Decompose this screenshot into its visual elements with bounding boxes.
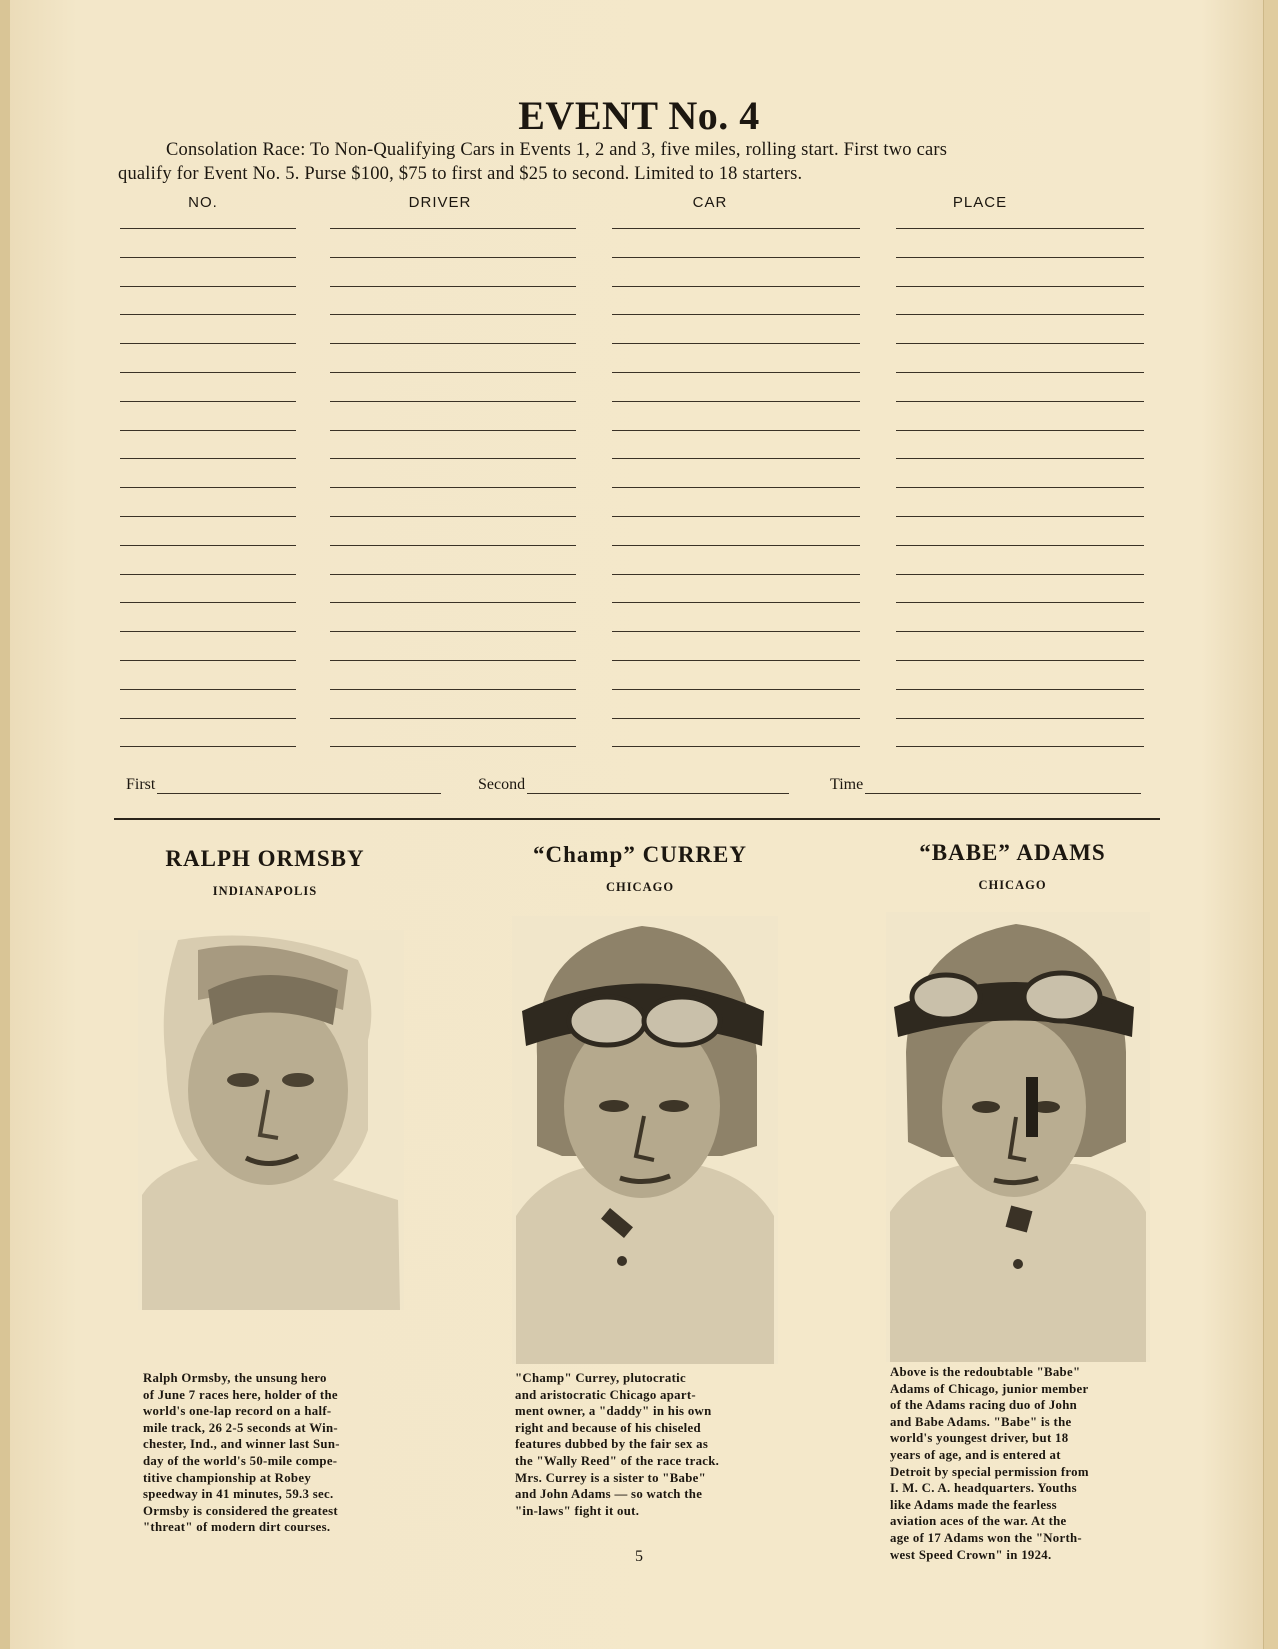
entry-line[interactable] (612, 545, 860, 546)
event-description (118, 138, 1148, 186)
bio-line: aviation aces of the war. At the (890, 1514, 1067, 1529)
entry-line[interactable] (896, 228, 1144, 229)
result-time[interactable] (830, 776, 1141, 794)
entry-line[interactable] (612, 631, 860, 632)
entry-line[interactable] (330, 574, 576, 575)
entry-line[interactable] (896, 631, 1144, 632)
result-time-label: Time (830, 776, 864, 793)
entry-line[interactable] (330, 746, 576, 747)
driver-name: RALPH ORMSBY (165, 846, 365, 871)
entry-line[interactable] (612, 257, 860, 258)
entry-line[interactable] (896, 689, 1144, 690)
bio-line: years of age, and is entered at (890, 1447, 1061, 1462)
bio-line: world's youngest driver, but 18 (890, 1431, 1069, 1446)
bio-line: Adams of Chicago, junior member (890, 1381, 1089, 1396)
entry-line[interactable] (330, 631, 576, 632)
driver-photo-adams (886, 912, 1150, 1362)
entry-line[interactable] (120, 516, 296, 517)
entry-line[interactable] (612, 286, 860, 287)
entry-line[interactable] (896, 602, 1144, 603)
entry-line[interactable] (330, 689, 576, 690)
bio-line: day of the world's 50-mile compe- (143, 1453, 338, 1468)
page-spine (0, 0, 10, 1649)
event-description-line1: Consolation Race: To Non-Qualifying Cars in Events 1, 2 and 3, five miles, rolling start. First two cars (166, 140, 948, 160)
bio-line: age of 17 Adams won the "North- (890, 1530, 1082, 1545)
driver-header-currey (505, 842, 775, 895)
driver-bio-adams (890, 1364, 1142, 1563)
entry-line[interactable] (330, 718, 576, 719)
entry-line[interactable] (896, 545, 1144, 546)
result-time-line[interactable] (865, 779, 1141, 794)
bio-line: world's one-lap record on a half- (143, 1404, 332, 1419)
entry-line[interactable] (120, 458, 296, 459)
bio-line: west Speed Crown" in 1924. (890, 1547, 1052, 1562)
entry-line[interactable] (612, 458, 860, 459)
bio-line: and Babe Adams. "Babe" is the (890, 1414, 1072, 1429)
section-divider (114, 818, 1160, 820)
entry-line[interactable] (120, 631, 296, 632)
bio-line: chester, Ind., and winner last Sun- (143, 1437, 340, 1452)
driver-city: INDIANAPOLIS (212, 884, 318, 898)
result-second[interactable] (478, 776, 789, 794)
entry-column-driver[interactable] (330, 218, 576, 766)
driver-photo-ormsby (138, 930, 404, 1310)
bio-line: ment owner, a "daddy" in his own (515, 1404, 712, 1419)
driver-city: CHICAGO (978, 878, 1047, 892)
entry-line[interactable] (330, 516, 576, 517)
entry-line[interactable] (612, 516, 860, 517)
bio-line: "Champ" Currey, plutocratic (515, 1371, 687, 1385)
bio-line: Ormsby is considered the greatest (143, 1503, 338, 1518)
entry-line[interactable] (896, 286, 1144, 287)
bio-line: Ralph Ormsby, the unsung hero (143, 1371, 327, 1385)
bio-line: of June 7 races here, holder of the (143, 1387, 338, 1402)
entry-line[interactable] (896, 574, 1144, 575)
entry-line[interactable] (330, 487, 576, 488)
entry-column-place[interactable] (896, 218, 1144, 766)
entry-line[interactable] (330, 372, 576, 373)
entry-line[interactable] (330, 660, 576, 661)
entry-line[interactable] (120, 372, 296, 373)
column-header-car: CAR (692, 194, 728, 211)
entry-line[interactable] (120, 343, 296, 344)
result-second-label: Second (478, 776, 526, 793)
column-header-no: NO. (188, 194, 218, 211)
entry-line[interactable] (330, 228, 576, 229)
entry-column-no[interactable] (120, 218, 296, 766)
entry-line[interactable] (612, 228, 860, 229)
bio-line: Detroit by special permission from (890, 1464, 1089, 1479)
entry-line[interactable] (120, 689, 296, 690)
entry-line[interactable] (330, 602, 576, 603)
driver-name: “BABE” ADAMS (919, 840, 1106, 865)
entry-line[interactable] (330, 430, 576, 431)
entry-line[interactable] (612, 660, 860, 661)
entry-line[interactable] (120, 314, 296, 315)
entry-line[interactable] (612, 487, 860, 488)
driver-bio-currey (515, 1370, 765, 1519)
result-first-label: First (126, 776, 156, 793)
event-description-line2: qualify for Event No. 5. Purse $100, $75 to first and $25 to second. Limited to 18 starters. (118, 164, 803, 184)
bio-line: Above is the redoubtable "Babe" (890, 1365, 1081, 1379)
entry-line[interactable] (330, 257, 576, 258)
entry-line[interactable] (120, 574, 296, 575)
bio-line: titive championship at Robey (143, 1470, 312, 1485)
entry-line[interactable] (896, 314, 1144, 315)
entry-line[interactable] (896, 516, 1144, 517)
entry-line[interactable] (612, 689, 860, 690)
bio-line: right and because of his chiseled (515, 1420, 701, 1435)
entry-line[interactable] (330, 286, 576, 287)
bio-line: the "Wally Reed" of the race track. (515, 1453, 720, 1468)
entry-line[interactable] (612, 343, 860, 344)
entry-line[interactable] (120, 660, 296, 661)
entry-line[interactable] (612, 602, 860, 603)
entry-line[interactable] (896, 487, 1144, 488)
driver-name: “Champ” CURREY (533, 842, 747, 867)
bio-line: mile track, 26 2-5 seconds at Win- (143, 1420, 338, 1435)
bio-line: and John Adams — so watch the (515, 1487, 703, 1502)
entry-line[interactable] (612, 718, 860, 719)
driver-bio-ormsby (143, 1370, 393, 1536)
entry-line[interactable] (330, 545, 576, 546)
entry-line[interactable] (330, 458, 576, 459)
entry-column-car[interactable] (612, 218, 860, 766)
entry-line[interactable] (896, 257, 1144, 258)
entry-line[interactable] (120, 286, 296, 287)
entry-line[interactable] (120, 257, 296, 258)
bio-line: like Adams made the fearless (890, 1497, 1057, 1512)
entry-line[interactable] (330, 314, 576, 315)
driver-header-adams (880, 840, 1145, 893)
entry-line[interactable] (896, 430, 1144, 431)
entry-line[interactable] (120, 746, 296, 747)
driver-header-ormsby (140, 846, 390, 899)
entry-line[interactable] (896, 718, 1144, 719)
entry-line[interactable] (330, 343, 576, 344)
page-edge (1263, 0, 1278, 1649)
entry-line[interactable] (120, 487, 296, 488)
bio-line: "threat" of modern dirt courses. (143, 1520, 331, 1535)
entry-line[interactable] (612, 372, 860, 373)
entry-line[interactable] (120, 228, 296, 229)
entry-line[interactable] (120, 718, 296, 719)
driver-photo-currey (512, 916, 778, 1364)
entry-line[interactable] (612, 314, 860, 315)
result-first-line[interactable] (157, 779, 441, 794)
entry-line[interactable] (896, 343, 1144, 344)
event-title: EVENT No. 4 (518, 93, 760, 138)
bio-line: of the Adams racing duo of John (890, 1398, 1078, 1413)
bio-line: speedway in 41 minutes, 59.3 sec. (143, 1487, 334, 1502)
bio-line: and aristocratic Chicago apart- (515, 1387, 696, 1402)
bio-line: "in-laws" fight it out. (515, 1503, 640, 1518)
bio-line: Mrs. Currey is a sister to "Babe" (515, 1470, 707, 1485)
entry-line[interactable] (120, 401, 296, 402)
entry-line[interactable] (120, 545, 296, 546)
column-header-place: PLACE (952, 194, 1008, 211)
page-number: 5 (635, 1548, 643, 1565)
bio-line: features dubbed by the fair sex as (515, 1437, 709, 1452)
bio-line: I. M. C. A. headquarters. Youths (890, 1481, 1077, 1496)
column-header-driver: DRIVER (408, 194, 472, 211)
entry-line[interactable] (896, 458, 1144, 459)
entry-line[interactable] (612, 401, 860, 402)
entry-line[interactable] (896, 401, 1144, 402)
entry-line[interactable] (612, 746, 860, 747)
entry-line[interactable] (612, 574, 860, 575)
entry-line[interactable] (896, 746, 1144, 747)
result-second-line[interactable] (527, 779, 789, 794)
entry-line[interactable] (896, 660, 1144, 661)
entry-line[interactable] (612, 430, 860, 431)
result-first[interactable] (126, 776, 441, 794)
entry-line[interactable] (120, 430, 296, 431)
entry-line[interactable] (330, 401, 576, 402)
entry-line[interactable] (120, 602, 296, 603)
driver-city: CHICAGO (605, 880, 675, 894)
entry-line[interactable] (896, 372, 1144, 373)
